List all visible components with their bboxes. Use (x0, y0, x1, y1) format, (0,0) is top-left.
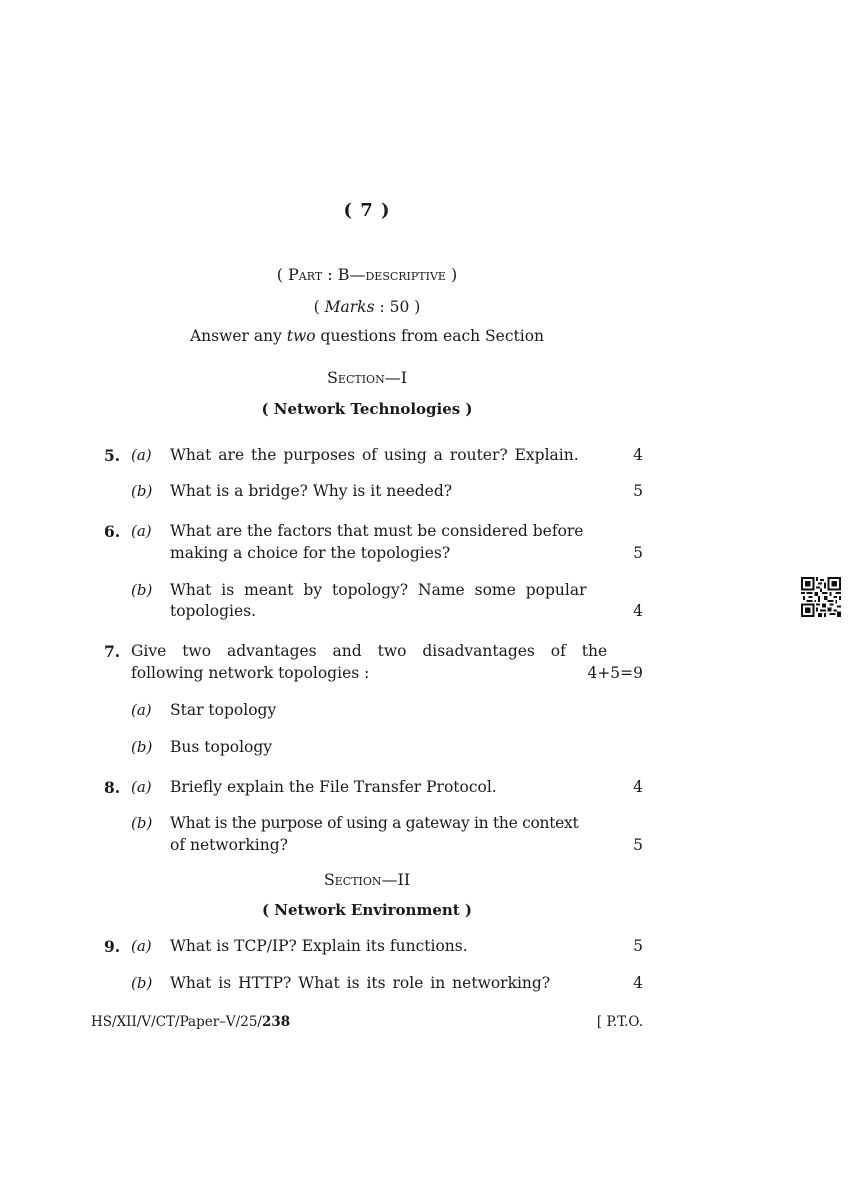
sub-label: (a) (131, 937, 152, 955)
section-1-subheading: ( Network Technologies ) (261, 400, 473, 418)
question-text: topologies. (170, 602, 257, 620)
question-text: What is a bridge? Why is it needed? (170, 482, 453, 500)
question-text: following network topologies : (131, 664, 370, 682)
question-number: 8. (104, 778, 121, 797)
question-text: of networking? (170, 836, 288, 854)
question-marks: 4 (633, 446, 643, 464)
question-text: What is TCP/IP? Explain its functions. (170, 937, 468, 955)
question-text: What are the factors that must be considered before (170, 522, 584, 540)
sub-label: (a) (131, 778, 152, 796)
question-text: making a choice for the topologies? (170, 544, 451, 562)
marks-line: ( Marks : 50 ) (313, 298, 421, 316)
question-text: Bus topology (170, 738, 273, 756)
question-text: What is HTTP? What is its role in networking? (170, 974, 551, 992)
question-number: 9. (104, 937, 121, 956)
question-marks: 5 (633, 836, 643, 854)
sub-label: (a) (131, 446, 152, 464)
question-text: Briefly explain the File Transfer Protocol. (170, 778, 497, 796)
question-number: 6. (104, 522, 121, 541)
paper-code: HS/XII/V/CT/Paper–V/25/238 (91, 1014, 291, 1030)
section-2-subheading: ( Network Environment ) (261, 901, 473, 919)
question-text: What is meant by topology? Name some popular (170, 581, 587, 599)
sub-label: (b) (131, 738, 153, 756)
question-marks: 5 (633, 937, 643, 955)
question-text: What is the purpose of using a gateway in the context (170, 814, 579, 832)
section-2-heading: Section—II (323, 870, 411, 889)
sub-label: (b) (131, 814, 153, 832)
sub-label: (a) (131, 701, 152, 719)
sub-label: (b) (131, 581, 153, 599)
question-text: Star topology (170, 701, 277, 719)
question-text: What are the purposes of using a router? Explain. (170, 446, 579, 464)
sub-label: (b) (131, 974, 153, 992)
question-marks: 4 (633, 778, 643, 796)
instruction: Answer any two questions from each Section (189, 327, 545, 345)
sub-label: (a) (131, 522, 152, 540)
question-marks: 4 (633, 974, 643, 992)
question-text: Give two advantages and two disadvantages of the (131, 642, 608, 660)
page-number: ( 7 ) (343, 200, 391, 221)
question-marks: 4+5=9 (587, 664, 643, 682)
question-number: 5. (104, 446, 121, 465)
question-marks: 4 (633, 602, 643, 620)
section-1-heading: Section—I (326, 368, 408, 387)
pto-note: [ P.T.O. (596, 1014, 643, 1030)
question-marks: 5 (633, 482, 643, 500)
part-heading: ( Part : B—descriptive ) (276, 265, 458, 284)
sub-label: (b) (131, 482, 153, 500)
qr-code-icon (801, 577, 841, 617)
question-number: 7. (104, 642, 121, 661)
question-marks: 5 (633, 544, 643, 562)
